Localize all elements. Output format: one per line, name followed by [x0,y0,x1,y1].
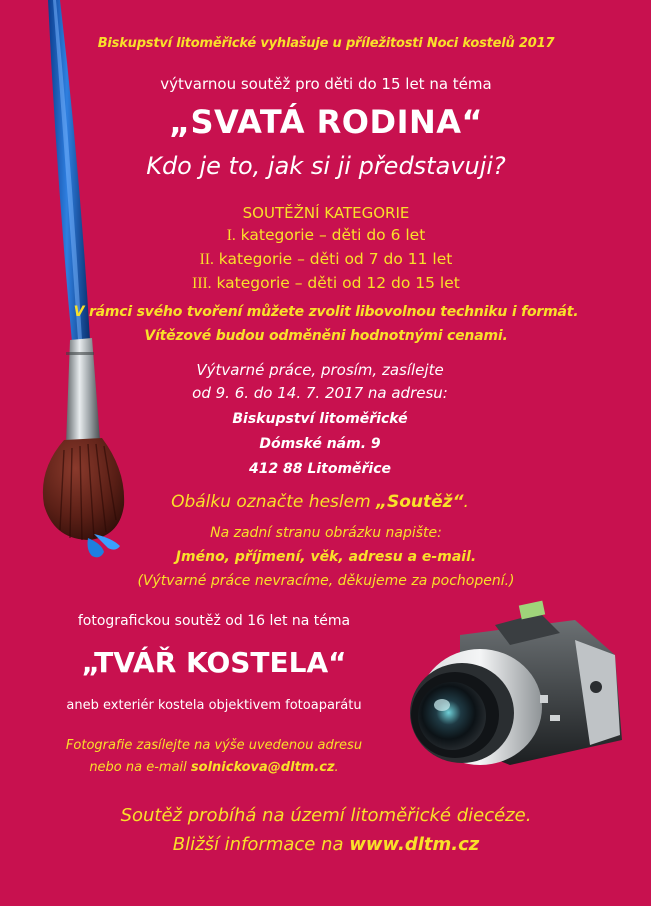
backside-label: Na zadní stranu obrázku napište: [210,525,442,541]
email-link[interactable]: solnickova@dltm.cz [190,760,335,775]
categories-heading: SOUTĚŽNÍ KATEGORIE [242,204,410,222]
announcement: Biskupství litoměřické vyhlašuje u příležitosti Noci kostelů 2017 [97,36,555,51]
contest1-subtitle: Kdo je to, jak si ji představuji? [146,152,506,180]
photo-send-1: Fotografie zasílejte na výše uvedenou adresu [65,738,363,753]
envelope-note [171,492,469,512]
category-roman: I. [226,227,236,244]
category-text: kategorie – děti od 7 do 11 let [213,250,453,268]
paintbrush-icon [20,0,180,560]
envelope-keyword: „Soutěž“ [376,492,464,512]
category-item [200,250,453,269]
address-line: 412 88 Litoměřice [248,461,392,477]
prizes-note: Vítězové budou odměněni hodnotnými cenami. [144,328,508,344]
send-instructions-1: Výtvarné práce, prosím, zasílejte [196,361,444,379]
category-roman: II. [199,251,214,268]
category-text: kategorie – děti od 12 do 15 let [211,274,460,292]
backside-fields: Jméno, příjmení, věk, adresu a e-mail. [175,549,477,565]
website-link[interactable]: www.dltm.cz [349,834,480,855]
photo-send-suffix: . [334,760,339,775]
send-instructions-2: od 9. 6. do 14. 7. 2017 na adresu: [192,384,448,402]
category-roman: III. [192,275,212,292]
contest2-intro: fotografickou soutěž od 16 let na téma [77,613,351,629]
category-text: kategorie – děti do 6 let [235,226,426,244]
address-line: Biskupství litoměřické [232,411,408,427]
territory-note: Soutěž probíhá na území litoměřické diecéze. [120,805,532,826]
category-item [227,226,426,245]
info-prefix: Bližší informace na [172,834,350,855]
contest2-subtitle: aneb exteriér kostela objektivem fotoaparátu [66,698,362,713]
contest1-theme: „SVATÁ RODINA“ [168,103,484,141]
photo-send-2 [89,760,338,775]
contest2-theme: „TVÁŘ KOSTELA“ [81,646,347,679]
envelope-suffix: . [463,492,469,512]
camera-icon [400,595,630,775]
technique-note: V rámci svého tvoření můžete zvolit libovolnou techniku i formát. [73,304,579,320]
info-line [173,834,479,855]
address-line: Dómské nám. 9 [259,436,381,452]
envelope-prefix: Obálku označte heslem [171,492,377,512]
return-note: (Výtvarné práce nevracíme, děkujeme za pochopení.) [137,573,515,589]
category-item [192,274,460,293]
contest1-intro: výtvarnou soutěž pro děti do 15 let na téma [160,75,492,93]
photo-send-prefix: nebo na e-mail [89,760,191,775]
